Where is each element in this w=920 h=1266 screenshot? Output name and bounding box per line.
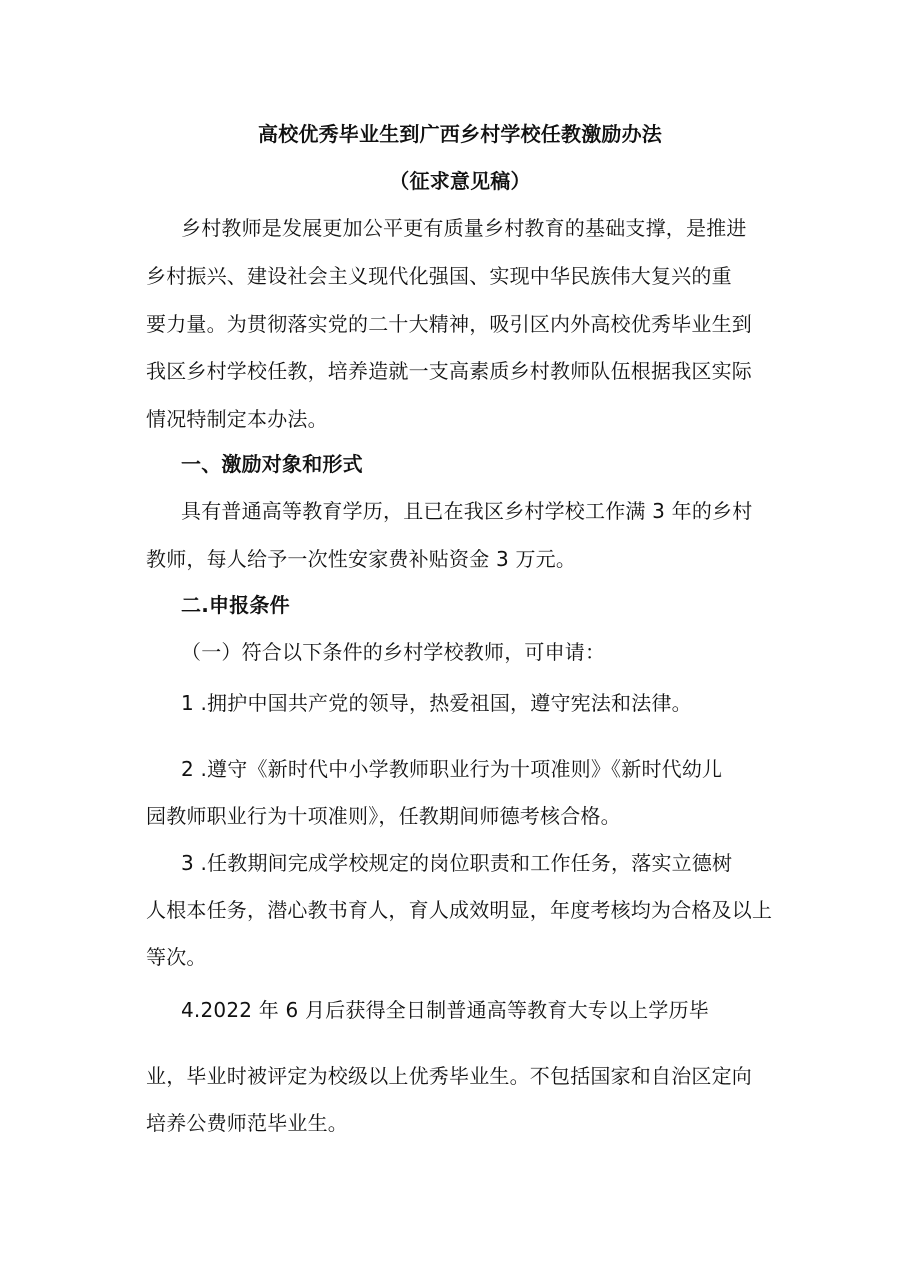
section-2-heading: 二.申报条件 — [181, 593, 290, 617]
item-3-line-2: 人根本任务，潜心教书育人，育人成效明显，年度考核均为合格及以上 — [146, 898, 773, 922]
intro-line-2: 乡村振兴、建设社会主义现代化强国、实现中华民族伟大复兴的重 — [146, 264, 732, 288]
intro-line-1: 乡村教师是发展更加公平更有质量乡村教育的基础支撑，是推进 — [181, 216, 747, 240]
item-3-line-3: 等次。 — [146, 945, 207, 969]
section-1-line-2: 教师，每人给予一次性安家费补贴资金 3 万元。 — [146, 547, 577, 571]
item-2-line-2: 园教师职业行为十项准则》，任教期间师德考核合格。 — [146, 804, 621, 828]
item-4-line-3: 培养公费师范毕业生。 — [146, 1111, 348, 1135]
document-title: 高校优秀毕业生到广西乡村学校任教激励办法 — [258, 122, 662, 146]
item-3-line-1: 3 .任教期间完成学校规定的岗位职责和工作任务，落实立德树 — [181, 851, 733, 875]
intro-line-5: 情况特制定本办法。 — [146, 407, 328, 431]
item-4-line-1: 4.2022 年 6 月后获得全日制普通高等教育大专以上学历毕 — [181, 998, 709, 1022]
item-4-line-2: 业，毕业时被评定为校级以上优秀毕业生。不包括国家和自治区定向 — [146, 1064, 752, 1088]
item-2-line-1: 2 .遵守《新时代中小学教师职业行为十项准则》《新时代幼儿 — [181, 757, 723, 781]
subsection-1: （一）符合以下条件的乡村学校教师，可申请： — [181, 640, 606, 664]
section-1-line-1: 具有普通高等教育学历，且已在我区乡村学校工作满 3 年的乡村 — [181, 499, 753, 523]
document-subtitle: （征求意见稿） — [389, 169, 531, 193]
intro-line-4: 我区乡村学校任教，培养造就一支高素质乡村教师队伍根据我区实际 — [146, 359, 752, 383]
intro-line-3: 要力量。为贯彻落实党的二十大精神，吸引区内外高校优秀毕业生到 — [146, 312, 752, 336]
section-1-heading: 一、激励对象和形式 — [181, 452, 363, 476]
item-1: 1 .拥护中国共产党的领导，热爱祖国，遵守宪法和法律。 — [181, 691, 692, 715]
